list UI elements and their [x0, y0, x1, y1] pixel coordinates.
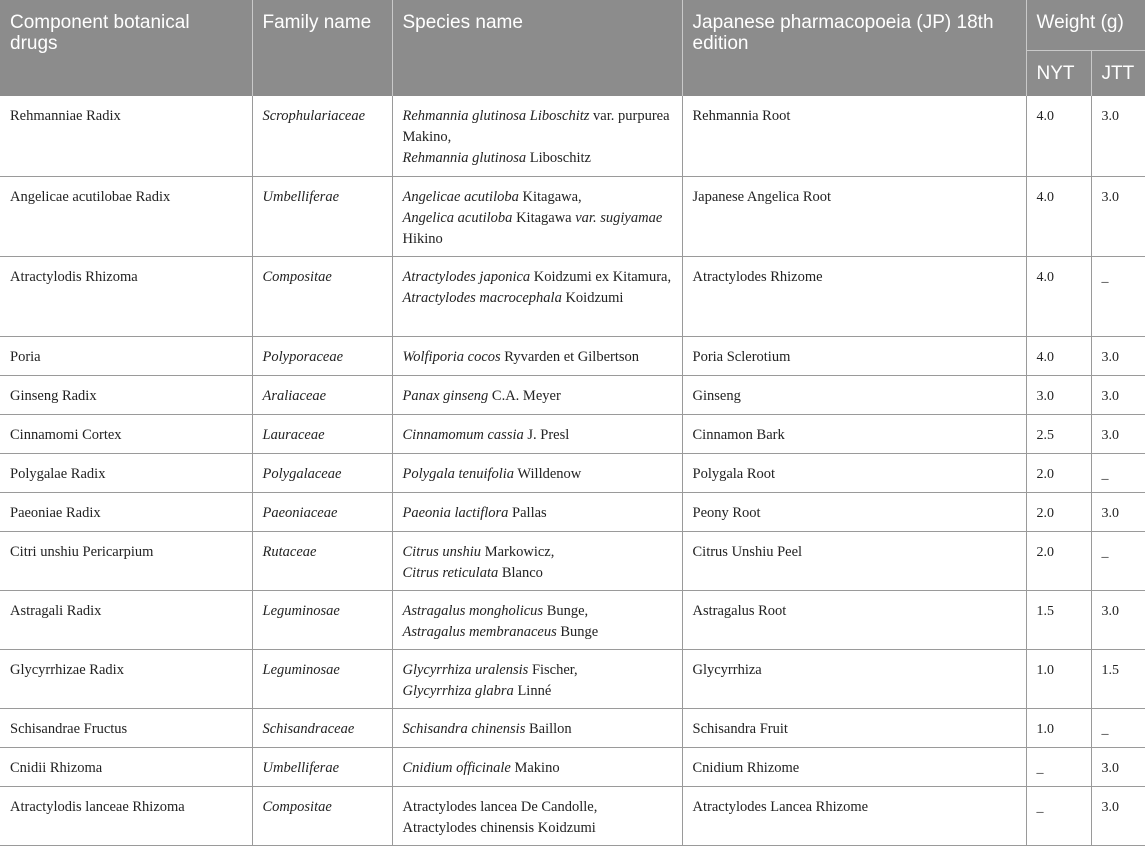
species-segment: var. purpurea Makino, — [402, 108, 670, 145]
cell-jp: Glycyrrhiza — [682, 649, 1026, 708]
cell-species — [392, 414, 682, 453]
cell-family — [252, 708, 392, 747]
cell-jtt: 3.0 — [1091, 176, 1145, 256]
cell-jtt: _ — [1091, 256, 1145, 336]
cell-species — [392, 786, 682, 845]
cell-jtt: 3.0 — [1091, 96, 1145, 176]
cell-family — [252, 414, 392, 453]
cell-nyt: 3.0 — [1026, 375, 1091, 414]
cell-component: Paeoniae Radix — [0, 492, 252, 531]
family-name: Polyporaceae — [262, 348, 344, 365]
family-name: Leguminosae — [262, 661, 340, 678]
family-name: Paeoniaceae — [262, 504, 338, 521]
table-row — [0, 747, 1145, 786]
species-italic-segment: Atractylodes macrocephala — [402, 289, 562, 306]
species-line — [403, 681, 672, 702]
cell-jtt: 3.0 — [1091, 414, 1145, 453]
species-italic-segment: Angelicae acutiloba — [402, 188, 519, 205]
species-italic-segment: Citrus unshiu — [402, 543, 482, 560]
species-line — [403, 563, 672, 584]
cell-species — [392, 336, 682, 375]
species-line — [403, 503, 672, 524]
species-line — [403, 425, 672, 446]
cell-nyt: 1.5 — [1026, 590, 1091, 649]
family-name: Lauraceae — [262, 426, 325, 443]
cell-component: Schisandrae Fructus — [0, 708, 252, 747]
species-segment: Hikino — [402, 230, 443, 247]
cell-jp: Poria Sclerotium — [682, 336, 1026, 375]
family-name: Umbelliferae — [262, 759, 340, 776]
species-line — [403, 758, 672, 779]
cell-species — [392, 708, 682, 747]
cell-family — [252, 96, 392, 176]
species-segment: Willdenow — [514, 465, 582, 482]
species-italic-segment: Astragalus mongholicus — [402, 602, 544, 619]
cell-jtt: 3.0 — [1091, 492, 1145, 531]
cell-component: Cnidii Rhizoma — [0, 747, 252, 786]
table-body — [0, 96, 1145, 845]
table-row — [0, 256, 1145, 336]
species-segment: Bunge — [556, 623, 599, 640]
cell-species — [392, 747, 682, 786]
species-line — [403, 622, 672, 643]
species-italic-segment: Polygala tenuifolia — [402, 465, 515, 482]
species-line — [403, 818, 672, 839]
cell-jtt: 3.0 — [1091, 375, 1145, 414]
species-segment: C.A. Meyer — [488, 387, 561, 404]
cell-component: Atractylodis Rhizoma — [0, 256, 252, 336]
header-jtt: JTT — [1091, 50, 1145, 96]
cell-jp: Ginseng — [682, 375, 1026, 414]
species-line — [403, 464, 672, 485]
species-italic-segment: Rehmannia glutinosa Liboschitz — [402, 108, 590, 124]
table-row — [0, 786, 1145, 845]
cell-jp: Polygala Root — [682, 453, 1026, 492]
cell-nyt: 2.0 — [1026, 492, 1091, 531]
species-line — [403, 386, 672, 407]
species-segment: Pallas — [508, 504, 547, 521]
cell-jp: Cinnamon Bark — [682, 414, 1026, 453]
cell-component: Astragali Radix — [0, 590, 252, 649]
cell-component: Rehmanniae Radix — [0, 96, 252, 176]
cell-family — [252, 590, 392, 649]
species-italic-segment: Astragalus membranaceus — [402, 623, 557, 640]
species-italic-segment: Schisandra chinensis — [402, 720, 526, 737]
species-italic-segment: Panax ginseng — [402, 387, 489, 404]
cell-jtt: 3.0 — [1091, 786, 1145, 845]
cell-family — [252, 256, 392, 336]
cell-nyt: 2.5 — [1026, 414, 1091, 453]
table-row — [0, 375, 1145, 414]
cell-jtt: _ — [1091, 708, 1145, 747]
cell-nyt: 4.0 — [1026, 336, 1091, 375]
family-name: Leguminosae — [262, 602, 340, 619]
family-name: Umbelliferae — [262, 188, 340, 205]
species-segment: Kitagawa — [512, 209, 576, 226]
cell-species — [392, 590, 682, 649]
family-name: Rutaceae — [262, 543, 317, 560]
species-segment: Liboschitz — [526, 150, 591, 166]
cell-nyt: 4.0 — [1026, 256, 1091, 336]
species-segment: Koidzumi ex Kitamura, — [530, 268, 672, 285]
species-segment: Koidzumi — [561, 289, 624, 306]
table-row — [0, 414, 1145, 453]
species-italic-segment: Glycyrrhiza uralensis — [402, 661, 529, 678]
cell-jtt: 3.0 — [1091, 747, 1145, 786]
species-line — [403, 719, 672, 740]
species-italic-segment: Atractylodes japonica — [402, 268, 531, 285]
cell-jtt: _ — [1091, 453, 1145, 492]
cell-family — [252, 492, 392, 531]
cell-nyt: 2.0 — [1026, 453, 1091, 492]
table-row — [0, 336, 1145, 375]
species-italic-segment: var. — [575, 209, 597, 226]
cell-family — [252, 786, 392, 845]
species-line — [403, 106, 672, 148]
cell-jtt: 1.5 — [1091, 649, 1145, 708]
cell-family — [252, 747, 392, 786]
species-segment: Linné — [513, 682, 552, 699]
species-italic-segment: Rehmannia glutinosa — [402, 150, 527, 166]
table-row — [0, 590, 1145, 649]
species-line — [403, 542, 672, 563]
family-name: Polygalaceae — [262, 465, 342, 482]
cell-jtt: 3.0 — [1091, 336, 1145, 375]
species-line — [403, 267, 672, 288]
cell-jp: Japanese Angelica Root — [682, 176, 1026, 256]
species-italic-segment: Glycyrrhiza glabra — [402, 682, 514, 699]
cell-species — [392, 176, 682, 256]
species-italic-segment: sugiyamae — [600, 209, 663, 226]
cell-family — [252, 531, 392, 590]
cell-species — [392, 375, 682, 414]
header-weight: Weight (g) — [1026, 0, 1145, 50]
cell-species — [392, 531, 682, 590]
header-species: Species name — [392, 0, 682, 96]
cell-species — [392, 256, 682, 336]
family-name: Schisandraceae — [262, 720, 355, 737]
cell-nyt: 1.0 — [1026, 649, 1091, 708]
table-row — [0, 649, 1145, 708]
cell-jtt: _ — [1091, 531, 1145, 590]
cell-family — [252, 375, 392, 414]
cell-component: Cinnamomi Cortex — [0, 414, 252, 453]
species-line — [403, 797, 672, 818]
cell-jp: Cnidium Rhizome — [682, 747, 1026, 786]
species-line — [403, 288, 672, 309]
cell-jtt: 3.0 — [1091, 590, 1145, 649]
header-nyt: NYT — [1026, 50, 1091, 96]
cell-jp: Atractylodes Lancea Rhizome — [682, 786, 1026, 845]
species-line — [403, 187, 672, 208]
species-segment: Kitagawa, — [518, 188, 582, 205]
species-segment: Baillon — [525, 720, 572, 737]
cell-family — [252, 453, 392, 492]
species-line — [403, 347, 672, 368]
cell-nyt: 2.0 — [1026, 531, 1091, 590]
family-name: Scrophulariaceae — [262, 108, 366, 124]
header-jp: Japanese pharmacopoeia (JP) 18th edition — [682, 0, 1026, 96]
species-segment: Blanco — [498, 564, 543, 581]
table-header — [0, 0, 1145, 96]
cell-family — [252, 649, 392, 708]
species-italic-segment: Citrus reticulata — [402, 564, 499, 581]
cell-component: Glycyrrhizae Radix — [0, 649, 252, 708]
cell-family — [252, 176, 392, 256]
family-name: Compositae — [262, 798, 332, 815]
species-italic-segment: Cnidium officinale — [402, 759, 511, 776]
species-italic-segment: Wolfiporia cocos — [402, 348, 501, 365]
cell-nyt: _ — [1026, 786, 1091, 845]
table-row — [0, 96, 1145, 176]
species-segment: Bunge, — [543, 602, 589, 619]
cell-jp: Citrus Unshiu Peel — [682, 531, 1026, 590]
cell-species — [392, 492, 682, 531]
species-italic-segment: Angelica acutiloba — [402, 209, 513, 226]
cell-jp: Atractylodes Rhizome — [682, 256, 1026, 336]
cell-nyt: 4.0 — [1026, 96, 1091, 176]
species-segment: J. Presl — [523, 426, 570, 443]
cell-jp: Rehmannia Root — [682, 96, 1026, 176]
table-row — [0, 492, 1145, 531]
species-italic-segment: Cinnamomum cassia — [402, 426, 524, 443]
table-row — [0, 453, 1145, 492]
species-line — [403, 660, 672, 681]
species-segment: Atractylodes chinensis Koidzumi — [402, 819, 596, 836]
species-line — [403, 601, 672, 622]
species-italic-segment: Paeonia lactiflora — [402, 504, 509, 521]
cell-component: Atractylodis lanceae Rhizoma — [0, 786, 252, 845]
cell-nyt: 4.0 — [1026, 176, 1091, 256]
cell-jp: Astragalus Root — [682, 590, 1026, 649]
cell-species — [392, 453, 682, 492]
header-component: Component botanical drugs — [0, 0, 252, 96]
cell-component: Poria — [0, 336, 252, 375]
species-line — [403, 208, 672, 250]
cell-component: Citri unshiu Pericarpium — [0, 531, 252, 590]
header-family: Family name — [252, 0, 392, 96]
species-segment: Makino — [510, 759, 560, 776]
table-row — [0, 176, 1145, 256]
species-segment: Fischer, — [528, 661, 578, 678]
species-segment: Ryvarden et Gilbertson — [500, 348, 640, 365]
cell-jp: Peony Root — [682, 492, 1026, 531]
cell-species — [392, 96, 682, 176]
cell-component: Angelicae acutilobae Radix — [0, 176, 252, 256]
species-line — [403, 148, 672, 169]
species-segment: Markowicz, — [481, 543, 555, 560]
cell-component: Ginseng Radix — [0, 375, 252, 414]
cell-species — [392, 649, 682, 708]
cell-component: Polygalae Radix — [0, 453, 252, 492]
family-name: Araliaceae — [262, 387, 327, 404]
cell-nyt: _ — [1026, 747, 1091, 786]
table-row — [0, 708, 1145, 747]
family-name: Compositae — [262, 268, 332, 285]
cell-jp: Schisandra Fruit — [682, 708, 1026, 747]
table-row — [0, 531, 1145, 590]
cell-family — [252, 336, 392, 375]
cell-nyt: 1.0 — [1026, 708, 1091, 747]
species-segment: Atractylodes lancea De Candolle, — [402, 798, 598, 815]
